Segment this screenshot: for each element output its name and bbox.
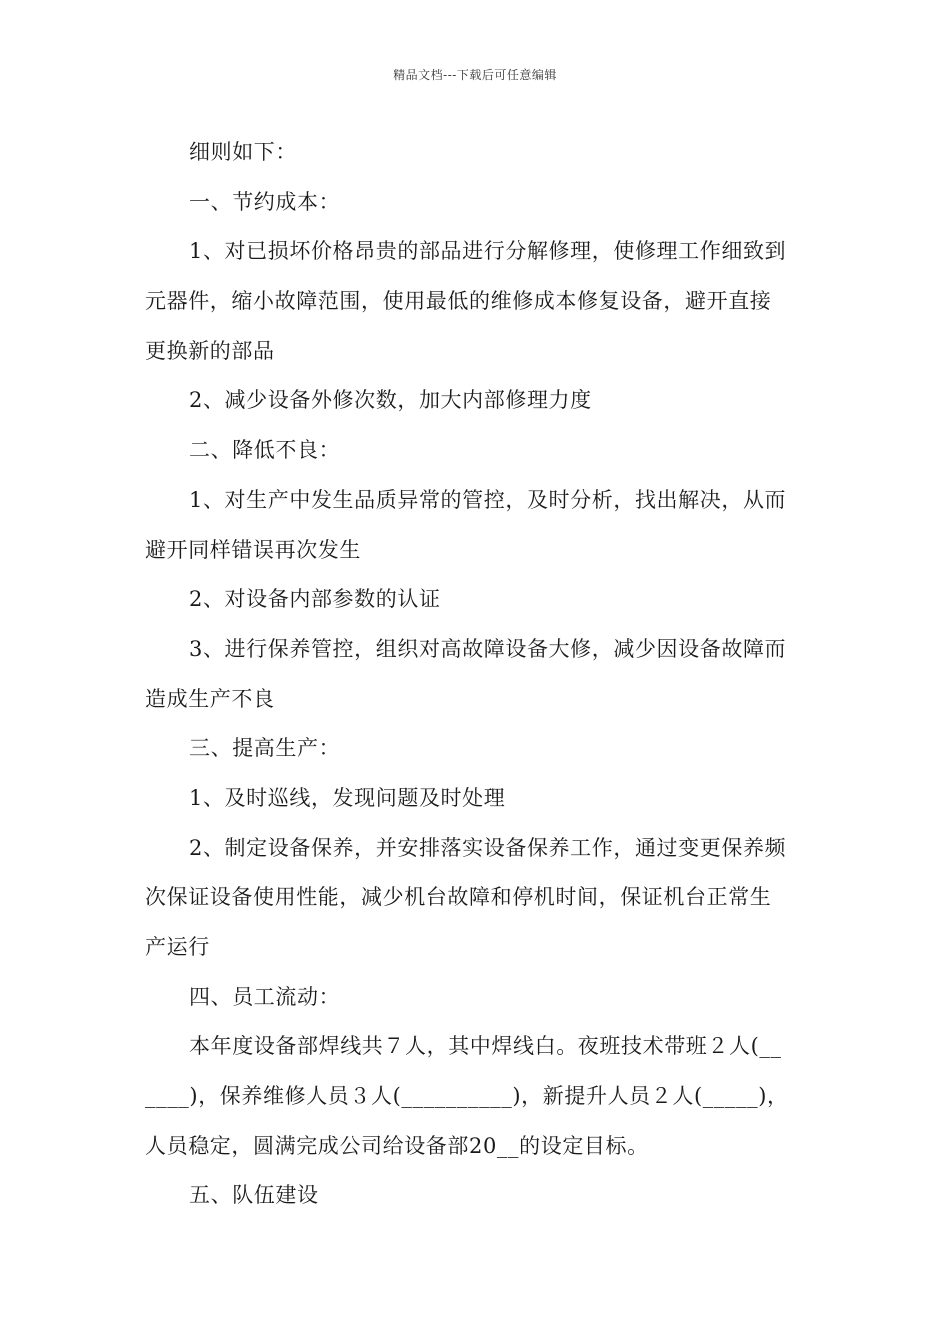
text-line: 元器件，缩小故障范围，使用最低的维修成本修复设备，避开直接 <box>145 289 772 314</box>
section-heading: 三、提高生产： <box>189 736 341 761</box>
text-line: 避开同样错误再次发生 <box>145 537 361 562</box>
text-line: 1、对已损坏价格昂贵的部品进行分解修理，使修理工作细致到 <box>189 239 787 264</box>
text-line: 更换新的部品 <box>145 338 275 363</box>
text-line: ____)，保养维修人员３人(__________)，新提升人员２人(_____)， <box>145 1084 789 1109</box>
text-line: 次保证设备使用性能，减少机台故障和停机时间，保证机台正常生 <box>145 885 772 910</box>
text-line: 2、减少设备外修次数，加大内部修理力度 <box>189 388 592 413</box>
text-line: 1、及时巡线，发现问题及时处理 <box>189 785 506 810</box>
text-line: 产运行 <box>145 935 210 959</box>
text-line: 人员稳定，圆满完成公司给设备部20__的设定目标。 <box>145 1133 649 1158</box>
text-line: 2、制定设备保养，并安排落实设备保养工作，通过变更保养频 <box>189 835 787 860</box>
section-heading: 一、节约成本： <box>189 189 341 214</box>
text-line: 细则如下： <box>189 140 297 164</box>
document-body <box>145 128 810 1221</box>
section-heading: 二、降低不良： <box>189 438 341 463</box>
text-line: 本年度设备部焊线共７人，其中焊线白。夜班技术带班２人(__ <box>189 1034 782 1059</box>
section-heading: 四、员工流动： <box>189 984 341 1009</box>
text-line: 1、对生产中发生品质异常的管控，及时分析，找出解决，从而 <box>189 487 787 512</box>
text-line: 2、对设备内部参数的认证 <box>189 587 441 612</box>
section-heading: 五、队伍建设 <box>189 1183 319 1208</box>
text-line: 造成生产不良 <box>145 686 275 711</box>
text-line: 3、进行保养管控，组织对高故障设备大修，减少因设备故障而 <box>189 636 787 661</box>
page-header: 精品文档---下载后可任意编辑 <box>393 68 557 82</box>
